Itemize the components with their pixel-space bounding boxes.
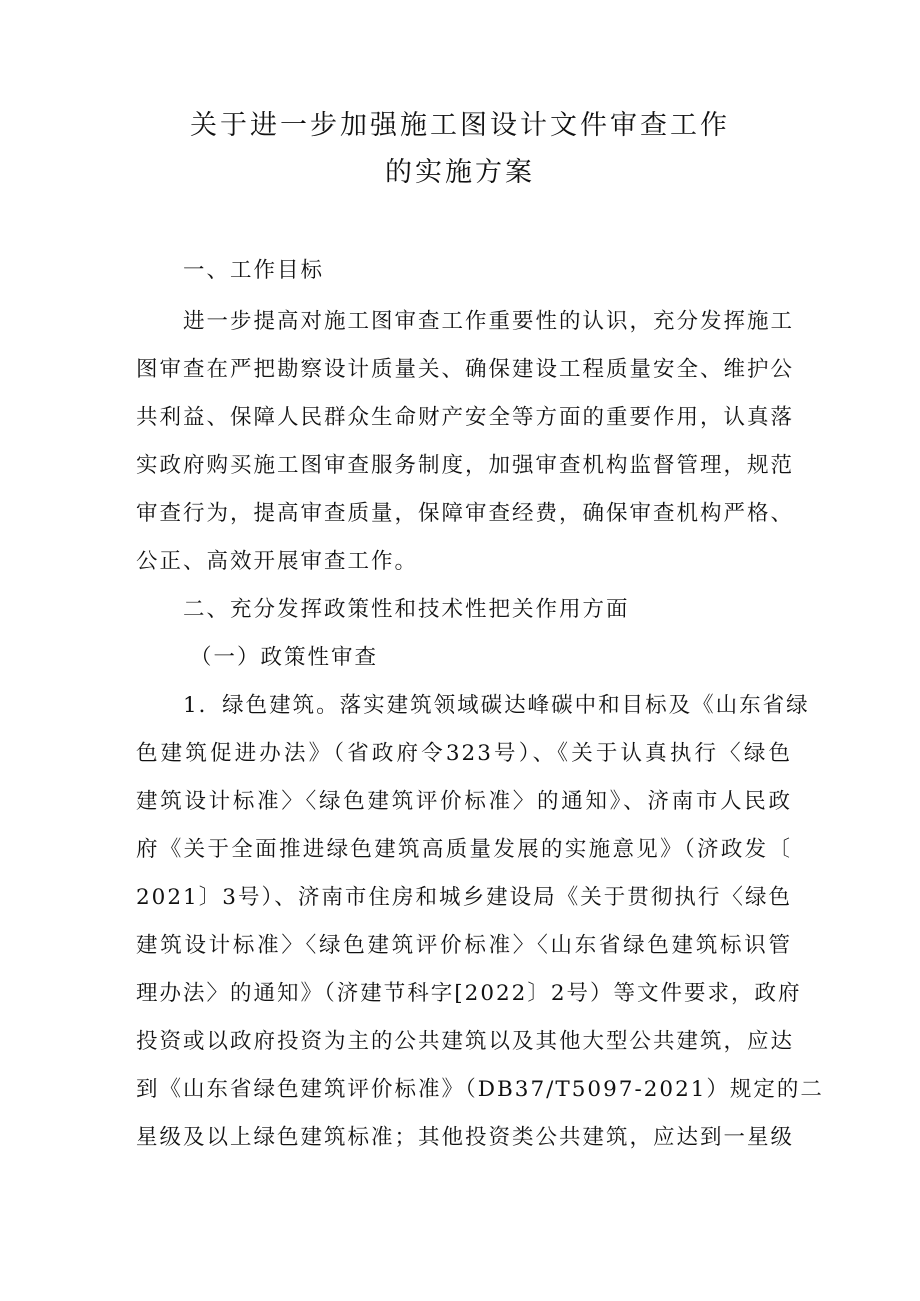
paragraph-line: 色建筑促进办法》（省政府令323号）、《关于认真执行〈绿色	[136, 741, 792, 766]
section-heading-policy-technical: 二、充分发挥政策性和技术性把关作用方面	[183, 597, 630, 622]
subsection-heading-policy-review: （一）政策性审查	[190, 645, 379, 670]
paragraph-line: 实政府购买施工图审查服务制度，加强审查机构监督管理，规范	[136, 453, 795, 478]
paragraph-line: 共利益、保障人民群众生命财产安全等方面的重要作用，认真落	[136, 405, 795, 430]
document-title-line-1: 关于进一步加强施工图设计文件审查工作	[190, 110, 730, 141]
paragraph-line: 理办法〉的通知》（济建节科字[2022〕2号）等文件要求，政府	[136, 981, 802, 1006]
paragraph-line: 府《关于全面推进绿色建筑高质量发展的实施意见》（济政发〔	[136, 837, 792, 862]
paragraph-line: 投资或以政府投资为主的公共建筑以及其他大型公共建筑，应达	[136, 1029, 795, 1054]
paragraph-line: 图审查在严把勘察设计质量关、确保建设工程质量安全、维护公	[136, 357, 795, 382]
section-heading-work-goal: 一、工作目标	[183, 258, 325, 283]
paragraph-line: 1．绿色建筑。落实建筑领域碳达峰碳中和目标及《山东省绿	[183, 693, 810, 718]
paragraph-line: 公正、高效开展审查工作。	[136, 549, 419, 574]
paragraph-line: 到《山东省绿色建筑评价标准》（DB37/T5097-2021）规定的二	[136, 1077, 824, 1102]
paragraph-line: 2021〕3号）、济南市住房和城乡建设局《关于贯彻执行〈绿色	[136, 885, 792, 910]
paragraph-line: 建筑设计标准〉〈绿色建筑评价标准〉〈山东省绿色建筑标识管	[136, 933, 792, 958]
paragraph-line: 审查行为，提高审查质量，保障审查经费，确保审查机构严格、	[136, 501, 795, 526]
paragraph-line: 建筑设计标准〉〈绿色建筑评价标准〉的通知》、济南市人民政	[136, 789, 792, 814]
document-title-line-2: 的实施方案	[385, 157, 535, 188]
paragraph-line: 星级及以上绿色建筑标准；其他投资类公共建筑，应达到一星级	[136, 1125, 795, 1150]
paragraph-line: 进一步提高对施工图审查工作重要性的认识，充分发挥施工	[183, 309, 795, 334]
